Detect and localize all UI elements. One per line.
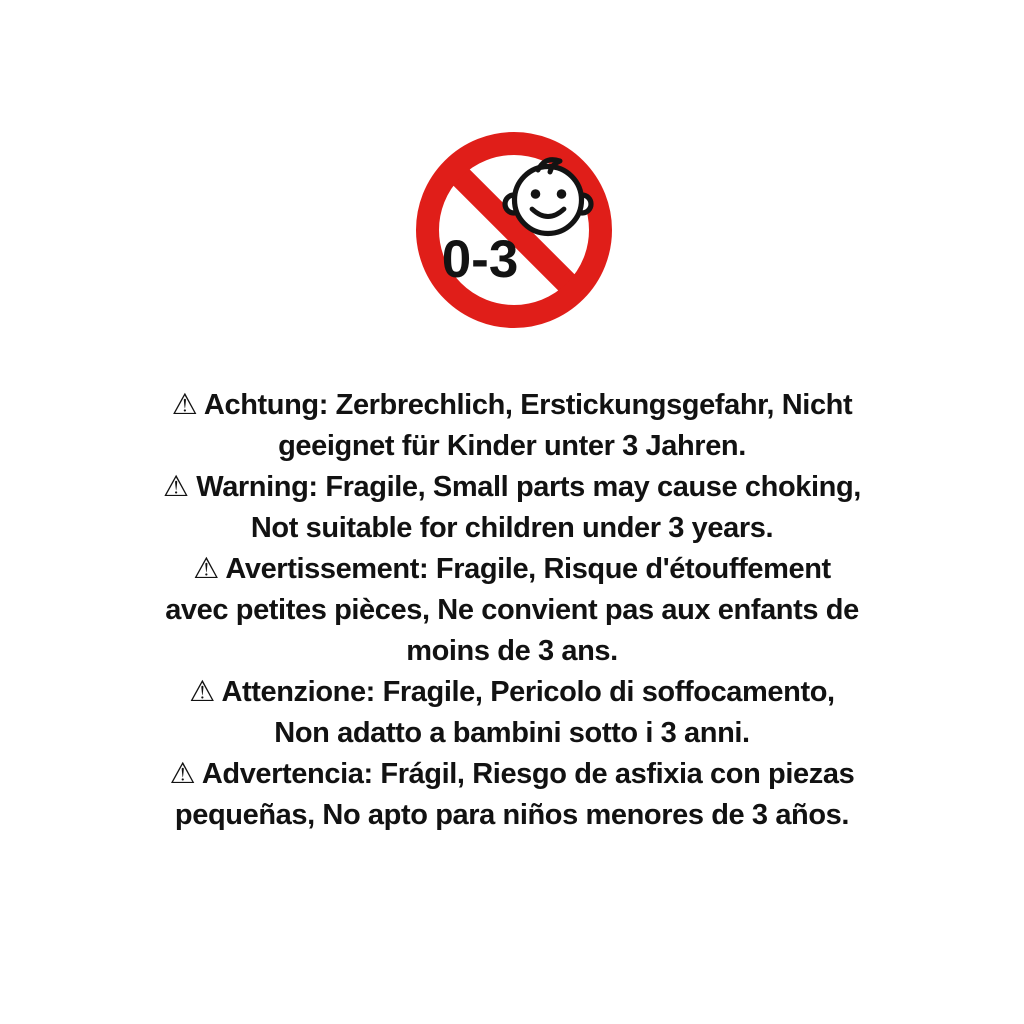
warning-line-spanish-2: pequeñas, No apto para niños menores de 3 años.: [174, 799, 850, 831]
warning-line-english-2: Not suitable for children under 3 years.: [250, 512, 774, 544]
warning-line-french-3: moins de 3 ans.: [406, 635, 618, 667]
age-range-label: 0-3: [441, 230, 519, 289]
baby-eye-right: [557, 189, 567, 199]
warning-line-italian-1: ⚠ Attenzione: Fragile, Pericolo di soffocamento,: [189, 676, 835, 708]
warning-line-spanish-1: ⚠ Advertencia: Frágil, Riesgo de asfixia con piezas: [169, 758, 855, 790]
warning-line-english-1: ⚠ Warning: Fragile, Small parts may cause choking,: [163, 471, 861, 503]
warning-line-french-2: avec petites pièces, Ne convient pas aux enfants de: [165, 594, 859, 626]
warning-line-french-1: ⚠ Avertissement: Fragile, Risque d'étouffement: [193, 553, 831, 585]
baby-head: [515, 167, 582, 234]
no-symbol-icon: [414, 130, 614, 330]
baby-eye-left: [531, 189, 541, 199]
warning-line-german-1: ⚠ Achtung: Zerbrechlich, Erstickungsgefahr, Nicht: [171, 389, 853, 421]
warning-line-german-2: geeignet für Kinder unter 3 Jahren.: [278, 430, 746, 462]
no-children-0-3-symbol: [414, 130, 614, 330]
warnings-text-block: [0, 385, 1024, 836]
warning-line-italian-2: Non adatto a bambini sotto i 3 anni.: [274, 717, 750, 749]
